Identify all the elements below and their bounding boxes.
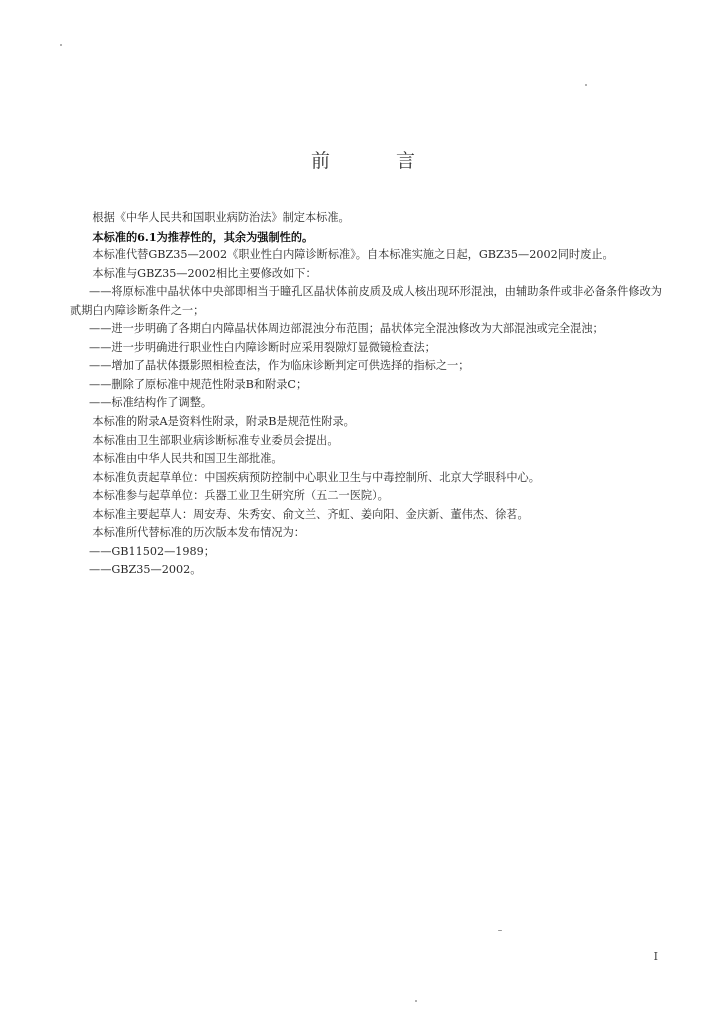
page-title: 前 言 (310, 150, 446, 172)
change-item: ——进一步明确进行职业性白内障诊断时应采用裂隙灯显微镜检查法； (89, 340, 436, 354)
paragraph-history-intro: 本标准所代替标准的历次版本发布情况为： (92, 526, 305, 540)
paragraph-changes-intro: 本标准与GBZ35—2002相比主要修改如下： (92, 266, 317, 280)
change-item: ——进一步明确了各期白内障晶状体周边部混浊分布范围；晶状体完全混浊修改为大部混浊或完全混浊； (89, 322, 604, 336)
history-item: ——GB11502—1989； (89, 544, 215, 558)
change-item: ——将原标准中晶状体中央部即相当于瞳孔区晶状体前皮质及成人核出现环形混浊，由辅助条件或非必备条件修改为贰期白内障诊断条件之一； (70, 285, 662, 317)
page-number: I (653, 950, 658, 963)
history-item: ——GBZ35—2002。 (89, 563, 202, 577)
scan-speck (415, 1000, 417, 1002)
scan-speck (585, 84, 587, 86)
paragraph-mandatory-note: 本标准的6.1为推荐性的，其余为强制性的。 (92, 229, 314, 244)
paragraph-appendix-note: 本标准的附录A是资料性附录，附录B是规范性附录。 (92, 415, 355, 429)
scan-speck (498, 930, 502, 931)
foreword-body (70, 209, 662, 580)
change-item: ——删除了原标准中规范性附录B和附录C； (89, 377, 308, 391)
paragraph-proposer: 本标准由卫生部职业病诊断标准专业委员会提出。 (92, 433, 339, 447)
change-item: ——标准结构作了调整。 (89, 396, 213, 410)
paragraph-participating-unit: 本标准参与起草单位：兵器工业卫生研究所（五二一医院）。 (92, 489, 389, 503)
paragraph-legal-basis: 根据《中华人民共和国职业病防治法》制定本标准。 (92, 211, 350, 224)
paragraph-approver: 本标准由中华人民共和国卫生部批准。 (92, 452, 283, 466)
change-item: ——增加了晶状体摄影照相检查法，作为临床诊断判定可供选择的指标之一； (89, 359, 470, 373)
paragraph-replacement: 本标准代替GBZ35—2002《职业性白内障诊断标准》。自本标准实施之日起，GBZ35—2002同时废止。 (92, 248, 614, 262)
scan-speck (60, 44, 62, 46)
paragraph-drafters: 本标准主要起草人：周安寿、朱秀安、俞文兰、齐虹、姜向阳、金庆新、董伟杰、徐茗。 (92, 507, 529, 521)
paragraph-lead-drafter-unit: 本标准负责起草单位：中国疾病预防控制中心职业卫生与中毒控制所、北京大学眼科中心。 (92, 470, 540, 484)
